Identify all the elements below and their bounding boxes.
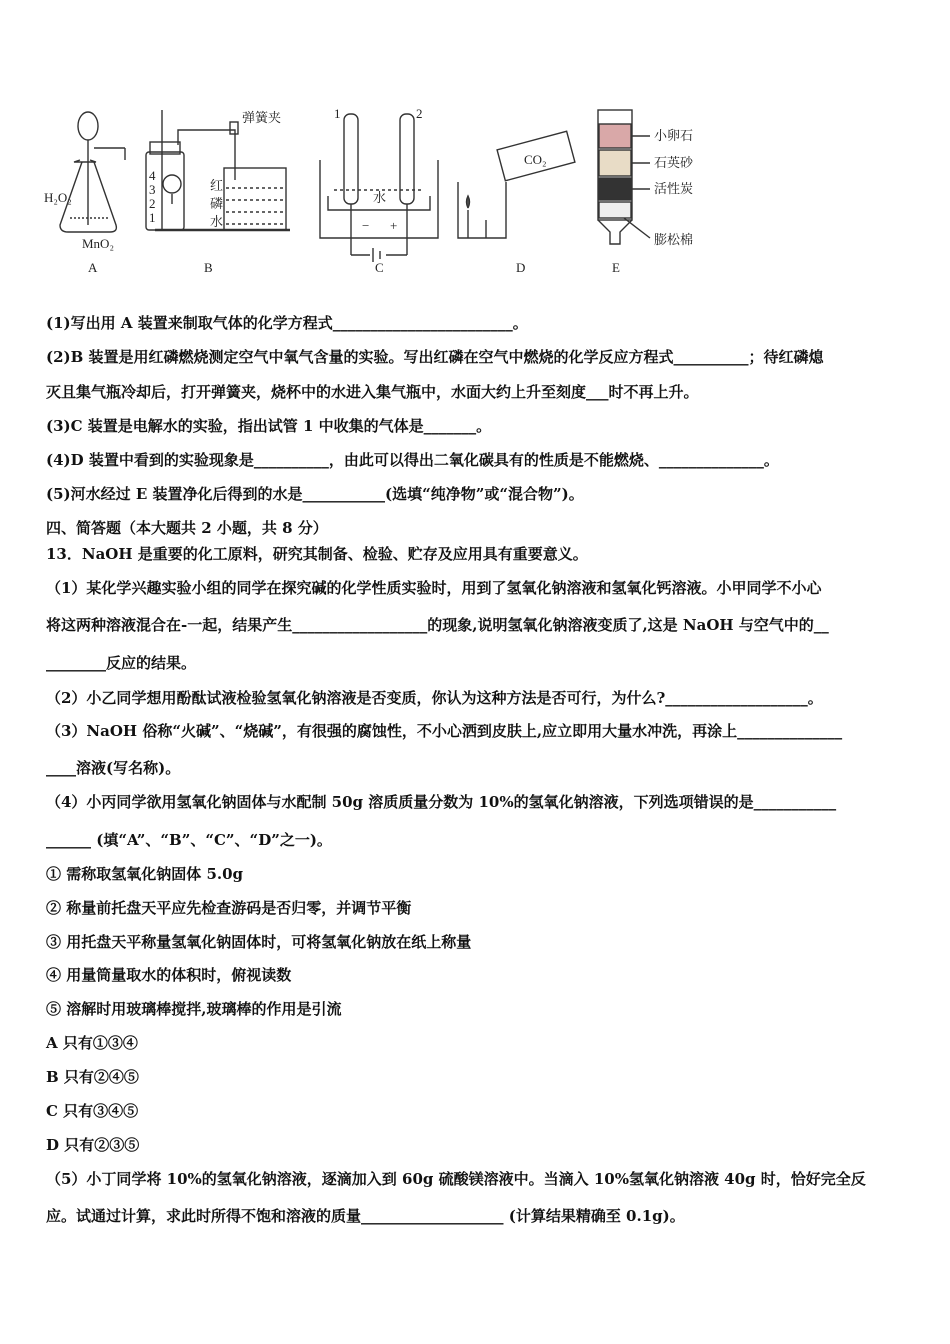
q13-part-5-line-2: 应。试通过计算，求此时所得不饱和溶液的质量___________________ (计算结果精确至 0.1g)。: [46, 1207, 685, 1225]
label-h2o2: H₂O₂: [44, 190, 72, 205]
question-12-part-5: (5)河水经过 E 装置净化后得到的水是___________(选填“纯净物”或“混合物”)。: [46, 485, 584, 503]
q13-part-4-line-1: （4）小丙同学欲用氢氧化钠固体与水配制 50g 溶质质量分数为 10%的氢氧化钠溶液，下列选项错误的是___________: [46, 793, 837, 811]
question-12-part-3: (3)C 装置是电解水的实验，指出试管 1 中收集的气体是_______。: [46, 417, 492, 435]
label-c: C: [375, 260, 384, 275]
q13-part-3-line-2: ____溶液(写名称)。: [46, 759, 181, 777]
label-water-c: 水: [373, 190, 387, 205]
label-co2: CO₂: [524, 152, 547, 167]
label-b: B: [204, 260, 213, 275]
mark-2: 2: [149, 196, 156, 211]
statement-3: ③ 用托盘天平称量氢氧化钠固体时，可将氢氧化钠放在纸上称量: [46, 933, 472, 951]
mark-1: 1: [149, 210, 156, 225]
q13-part-4-line-2: ______ (填“A”、“B”、“C”、“D”之一)。: [46, 831, 332, 849]
label-a: A: [88, 260, 98, 275]
label-cotton: 膨松棉: [654, 232, 694, 247]
label-water-b: 水: [210, 214, 224, 229]
apparatus-b: [146, 110, 290, 230]
label-minus: −: [362, 218, 370, 233]
q13-part-2: （2）小乙同学想用酚酞试液检验氢氧化钠溶液是否变质，你认为这种方法是否可行，为什么?___________________。: [46, 689, 823, 707]
label-tube-1: 1: [334, 106, 341, 121]
option-d: D 只有②③⑤: [46, 1136, 140, 1154]
apparatus-c: [320, 114, 438, 262]
question-12-part-1: (1)写出用 A 装置来制取气体的化学方程式________________________。: [46, 314, 528, 332]
q13-part-1-line-3: ________反应的结果。: [46, 654, 197, 672]
question-13-stem: 13．NaOH 是重要的化工原料，研究其制备、检验、贮存及应用具有重要意义。: [46, 545, 588, 563]
label-mno2: MnO₂: [82, 236, 114, 251]
statement-5: ⑤ 溶解时用玻璃棒搅拌,玻璃棒的作用是引流: [46, 1000, 342, 1018]
label-e: E: [612, 260, 620, 275]
label-d: D: [516, 260, 526, 275]
apparatus-e: [598, 110, 650, 244]
statement-4: ④ 用量筒量取水的体积时，俯视读数: [46, 966, 292, 984]
q13-part-1-line-2: 将这两种溶液混合在-一起，结果产生__________________的现象,说明氢氧化钠溶液变质了,这是 NaOH 与空气中的__: [46, 616, 829, 634]
label-spring-clamp: 弹簧夹: [242, 110, 282, 125]
option-b: B 只有②④⑤: [46, 1068, 139, 1086]
apparatus-d: [458, 131, 575, 238]
label-activated-carbon: 活性炭: [654, 181, 694, 196]
question-12-part-2-line-1: (2)B 装置是用红磷燃烧测定空气中氧气含量的实验。写出红磷在空气中燃烧的化学反应方程式__________；待红磷熄: [46, 348, 824, 366]
apparatus-a: [60, 112, 125, 232]
q13-part-3-line-1: （3）NaOH 俗称“火碱”、“烧碱”，有很强的腐蚀性，不小心洒到皮肤上,应立即用大量水冲洗，再涂上______________: [46, 722, 843, 740]
statement-2: ② 称量前托盘天平应先检查游码是否归零，并调节平衡: [46, 899, 412, 917]
mark-4: 4: [149, 168, 156, 183]
section-heading: 四、简答题（本大题共 2 小题，共 8 分）: [46, 519, 328, 537]
question-12-part-4: (4)D 装置中看到的实验现象是__________，由此可以得出二氧化碳具有的性质是不能燃烧、______________。: [46, 451, 779, 469]
label-pebbles: 小卵石: [654, 128, 694, 143]
option-c: C 只有③④⑤: [46, 1102, 139, 1120]
label-tube-2: 2: [416, 106, 423, 121]
question-12-part-2-line-2: 灭且集气瓶冷却后，打开弹簧夹，烧杯中的水进入集气瓶中，水面大约上升至刻度___时不再上升。: [46, 383, 699, 401]
mark-3: 3: [149, 182, 156, 197]
q13-part-1-line-1: （1）某化学兴趣实验小组的同学在探究碱的化学性质实验时，用到了氢氧化钠溶液和氢氧化钙溶液。小甲同学不小心: [46, 579, 822, 597]
statement-1: ① 需称取氢氧化钠固体 5.0g: [46, 865, 244, 883]
label-plus: +: [390, 218, 398, 233]
apparatus-figure: [30, 100, 730, 280]
label-quartz-sand: 石英砂: [654, 155, 694, 170]
q13-part-5-line-1: （5）小丁同学将 10%的氢氧化钠溶液，逐滴加入到 60g 硫酸镁溶液中。当滴入 10%氢氧化钠溶液 40g 时，恰好完全反: [46, 1170, 866, 1188]
option-a: A 只有①③④: [46, 1034, 138, 1052]
label-red: 红: [210, 178, 224, 193]
label-phosphorus: 磷: [210, 196, 224, 211]
